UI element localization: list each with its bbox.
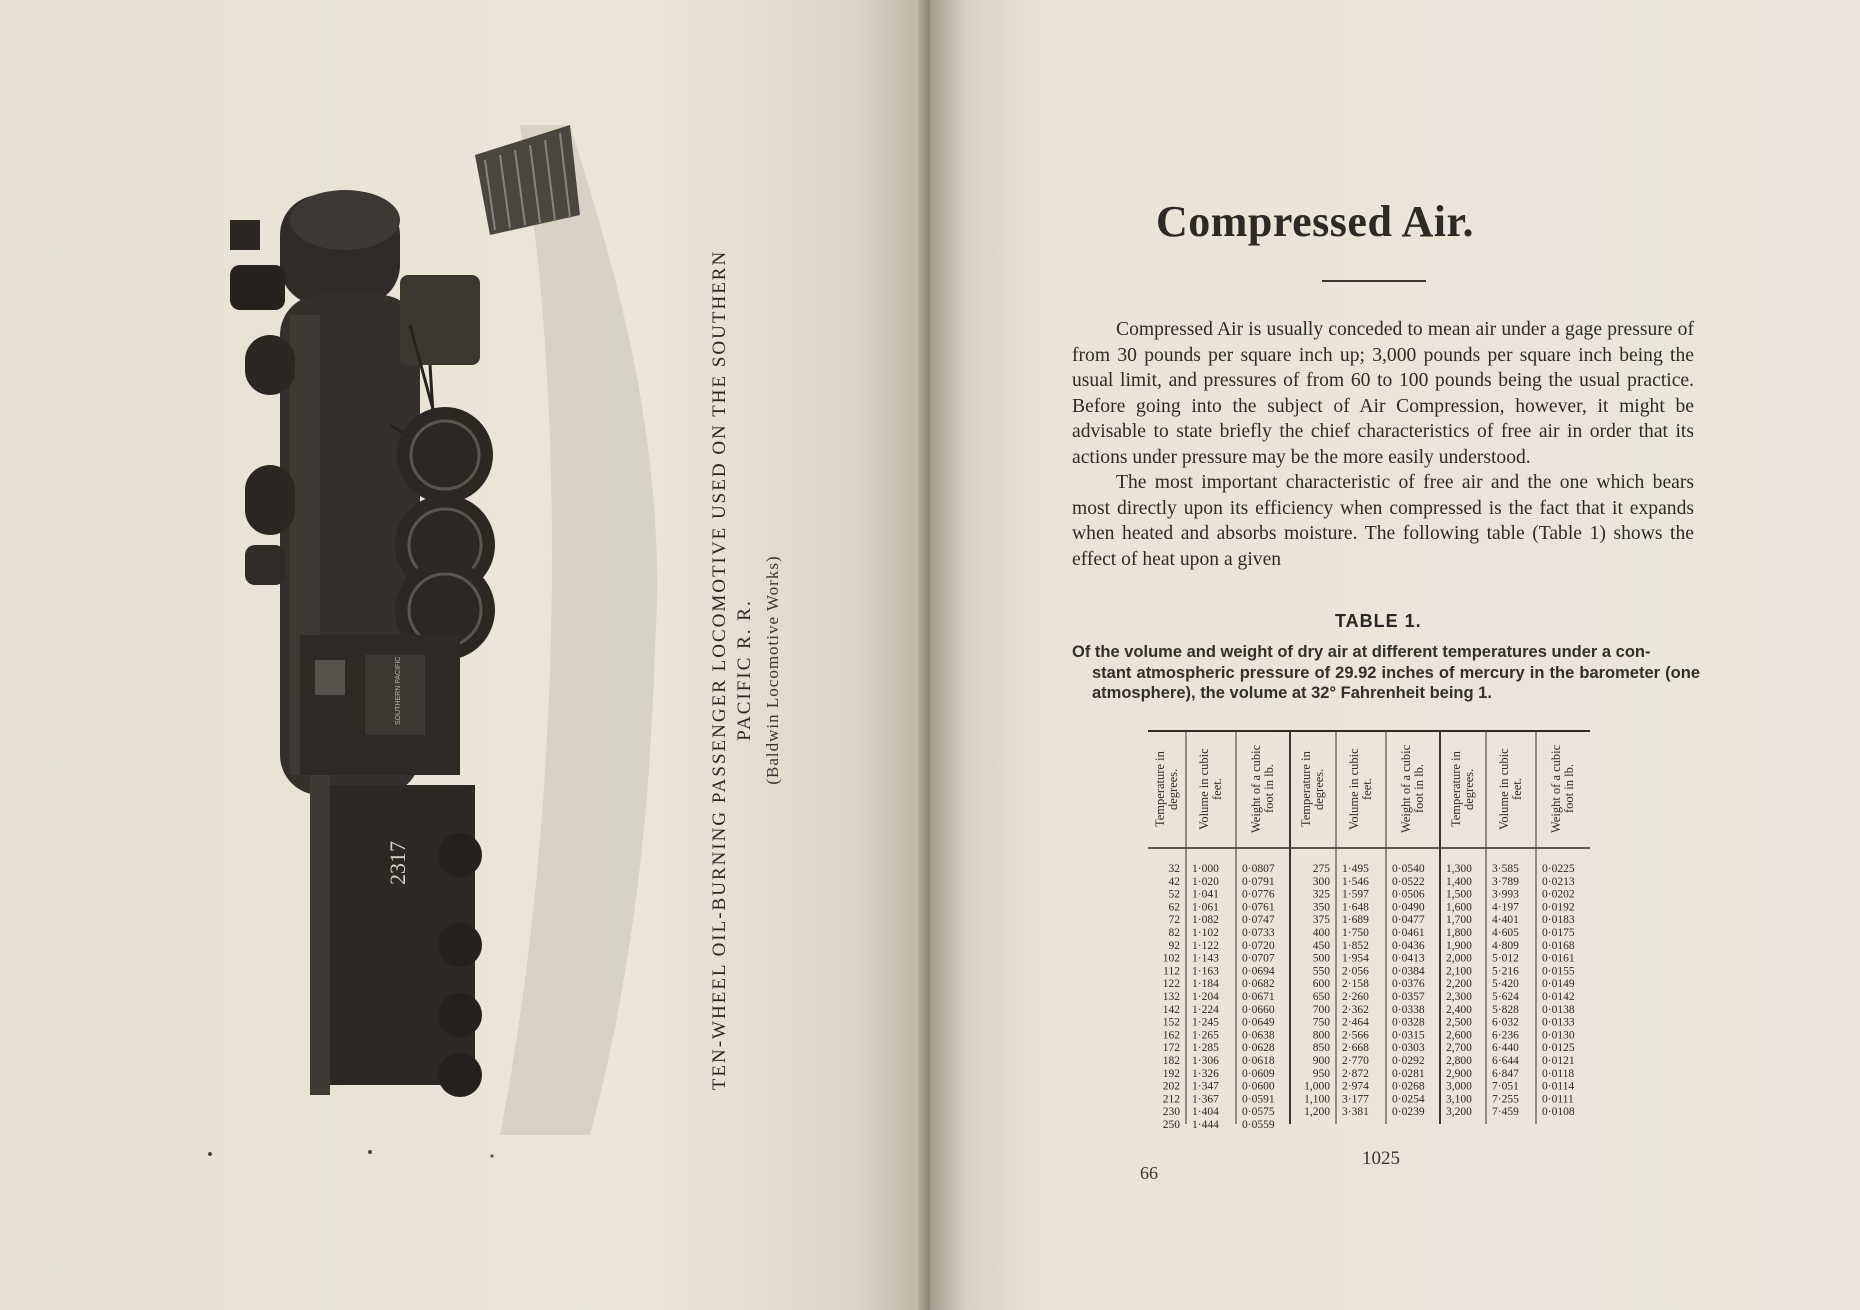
column-header-label: Volume in cubic feet. [1347,748,1374,830]
table-cell: 2·974 [1342,1080,1369,1093]
table-cell: 3·993 [1492,888,1519,901]
table-cell: 1,400 [1446,875,1472,888]
table-cell: 0·0192 [1542,901,1575,914]
column-header-label: Volume in cubic feet. [1497,748,1524,830]
table-cell: 0·0707 [1242,952,1275,965]
table-cell: 4·605 [1492,927,1519,939]
table-cell: 0·0649 [1242,1016,1275,1029]
table-cell: 0·0254 [1392,1093,1425,1106]
table-cell: 1·326 [1192,1067,1219,1080]
table-cell: 1·597 [1342,888,1369,901]
table-cell: 375 [1312,914,1330,927]
table-cell: 82 [1168,927,1180,939]
column-header [1186,734,1236,844]
table-cell: 32 [1168,863,1180,875]
table-cell: 0·0111 [1542,1093,1574,1106]
table-cell: 1·143 [1192,952,1219,965]
table-cell: 0·0747 [1242,914,1275,927]
table-cell: 1·852 [1342,939,1369,952]
table-cell: 2,700 [1446,1042,1472,1055]
table-cell: 212 [1162,1093,1180,1106]
table-cell: 0·0125 [1542,1042,1575,1055]
table-cell: 230 [1162,1106,1180,1119]
table-cell: 2·770 [1342,1055,1369,1067]
table-cell: 1,900 [1446,939,1472,952]
table-cell: 0·0133 [1542,1016,1575,1029]
table-cell: 0·0761 [1242,901,1275,914]
table-cell: 62 [1168,901,1180,914]
table-cell: 3,100 [1446,1093,1472,1106]
table-cell: 4·809 [1492,939,1519,952]
table-cell: 2·872 [1342,1067,1369,1080]
table-cell: 0·0522 [1392,875,1425,888]
column-header [1536,734,1590,844]
table-cell: 0·0168 [1542,939,1575,952]
table-cell: 0·0638 [1242,1029,1275,1042]
table-cell: 250 [1162,1119,1180,1131]
column-header-label: Temperature in degrees. [1449,751,1476,827]
table-cell: 3,200 [1446,1106,1472,1119]
table-cell: 1·245 [1192,1016,1219,1029]
table-cell: 1·954 [1342,952,1369,965]
column-header [1290,734,1336,844]
table-cell: 2,900 [1446,1067,1472,1080]
table-cell: 0·0575 [1242,1106,1275,1119]
table-cell: 5·624 [1492,991,1519,1003]
paragraph-1: Compressed Air is usually conceded to mean air under a gage pressure of from 30 pounds per square inch up; 3,000 pounds per square inch being the usual limit, and pressures of from 60 to 100 pounds being the usual practice. Before going into the subject of Air Compression, however, it might be advisable to state briefly the chief characteristics of free air in order that its actions under pressure may be the more easily understood. [1072,319,1694,468]
table-cell: 1·163 [1192,965,1219,978]
table-cell: 7·459 [1492,1106,1519,1119]
table-cell: 162 [1162,1029,1180,1042]
table-cell: 0·0138 [1542,1003,1575,1016]
table-cell: 700 [1312,1003,1330,1016]
table-cell: 1·689 [1342,914,1369,927]
table-cell: 0·0776 [1242,888,1275,901]
table-cell: 2·056 [1342,965,1369,978]
column-header [1486,734,1536,844]
table-cell: 0·0671 [1242,991,1275,1003]
table-cell: 3·585 [1492,863,1519,875]
column-header-text [1386,734,1440,844]
table-cell: 2,400 [1446,1003,1472,1016]
column-header-text [1236,734,1290,844]
table-cell: 0·0600 [1242,1080,1275,1093]
locomotive-photo [270,125,670,1135]
table-cell: 5·012 [1492,952,1519,965]
table-cell: 300 [1312,875,1330,888]
body-text [1072,317,1694,572]
column-header-label: Weight of a cubic foot in lb. [1249,744,1276,834]
table-cell: 1·404 [1192,1106,1219,1119]
table-cell: 1,100 [1304,1093,1330,1106]
table-cell: 750 [1312,1016,1330,1029]
table-cell: 0·0490 [1392,901,1425,914]
table-cell: 0·0338 [1392,1003,1425,1016]
table-cell: 2,300 [1446,991,1472,1003]
table-caption-rest: stant atmospheric pressure of 29.92 inches of mercury in the barometer (one atmosphere), the volume at 32° Fahrenheit being 1. [1092,663,1700,702]
table-cell: 1·444 [1192,1119,1219,1131]
table-cell: 1,000 [1304,1080,1330,1093]
table-cell: 0·0660 [1242,1003,1275,1016]
column-header [1236,734,1290,844]
table-cell: 2,200 [1446,978,1472,991]
table-cell: 5·420 [1492,978,1519,991]
column-header [1386,734,1440,844]
table-cell: 0·0376 [1392,978,1425,991]
table-cell: 3·381 [1342,1106,1369,1119]
table-cell: 112 [1163,965,1180,978]
table-cell: 2,100 [1446,965,1472,978]
table-cell: 0·0413 [1392,952,1425,965]
table-cell: 900 [1312,1055,1330,1067]
table-cell: 0·0506 [1392,888,1425,901]
table-cell: 1,700 [1446,914,1472,927]
table-cell: 850 [1312,1042,1330,1055]
table-cell: 6·847 [1492,1067,1519,1080]
table-cell: 3,000 [1446,1080,1472,1093]
table-cell: 1,500 [1446,888,1472,901]
column-header [1148,734,1186,844]
table-cell: 1·184 [1192,978,1219,991]
table-cell: 0·0315 [1392,1029,1425,1042]
table-cell: 0·0149 [1542,978,1575,991]
table-cell: 4·401 [1492,914,1519,927]
table-cell: 400 [1312,927,1330,939]
column-header-label: Temperature in degrees. [1299,751,1326,827]
table-cell: 0·0130 [1542,1029,1575,1042]
table-cell: 7·255 [1492,1093,1519,1106]
table-cell: 0·0733 [1242,927,1275,939]
table-cell: 6·644 [1492,1055,1519,1067]
table-cell: 0·0114 [1542,1080,1575,1093]
table-cell: 72 [1168,914,1180,927]
table-cell: 0·0155 [1542,965,1575,978]
table-cell: 950 [1312,1067,1330,1080]
table-cell: 550 [1312,965,1330,978]
caption-main: TEN-WHEEL OIL-BURNING PASSENGER LOCOMOTIVE USED ON THE SOUTHERN PACIFIC R. R. [709,249,755,1091]
table-cell: 1·020 [1192,875,1219,888]
table-cell: 1·495 [1342,863,1369,875]
table-cell: 450 [1312,939,1330,952]
table-cell: 5·828 [1492,1003,1519,1016]
table-cell: 0·0618 [1242,1055,1275,1067]
table-cell: 0·0303 [1392,1042,1425,1055]
table-cell: 0·0720 [1242,939,1275,952]
table-cell: 1·000 [1192,863,1219,875]
caption-credit: (Baldwin Locomotive Works) [763,555,782,785]
table-cell: 650 [1312,991,1330,1003]
table-cell: 0·0183 [1542,914,1575,927]
table-cell: 0·0384 [1392,965,1425,978]
column-header [1336,734,1386,844]
table-cell: 6·032 [1492,1016,1519,1029]
table-cell: 42 [1168,875,1180,888]
table-cell: 1,600 [1446,901,1472,914]
table-cell: 6·440 [1492,1042,1519,1055]
table-cell: 600 [1312,978,1330,991]
page-number-left: 66 [1140,1163,1158,1183]
table-cell: 1,300 [1446,863,1472,875]
table-cell: 2,000 [1446,952,1472,965]
table-cell: 2·362 [1342,1003,1369,1016]
table-cell: 1·082 [1192,914,1219,927]
table-cell: 0·0108 [1542,1106,1575,1119]
table-cell: 0·0436 [1392,939,1425,952]
table-cell: 102 [1162,952,1180,965]
table-cell: 2·566 [1342,1029,1369,1042]
table-cell: 2·158 [1342,978,1369,991]
table-cell: 0·0121 [1542,1055,1575,1067]
table-cell: 0·0213 [1542,875,1575,888]
table-cell: 1·306 [1192,1055,1219,1067]
table-cell: 0·0559 [1242,1119,1275,1131]
table-cell: 4·197 [1492,901,1519,914]
table-cell: 132 [1162,991,1180,1003]
table-cell: 0·0682 [1242,978,1275,991]
table-cell: 800 [1312,1029,1330,1042]
table-cell: 1,200 [1304,1106,1330,1119]
table-cell: 0·0609 [1242,1067,1275,1080]
column-header-text [1290,734,1336,844]
table-cell: 500 [1312,952,1330,965]
table-cell: 0·0791 [1242,875,1275,888]
table-cell: 92 [1168,939,1180,952]
table-cell: 1·224 [1192,1003,1219,1016]
table-cell: 1·285 [1192,1042,1219,1055]
table-cell: 0·0628 [1242,1042,1275,1055]
table-cell: 0·0540 [1392,863,1425,875]
table-cell: 0·0357 [1392,991,1425,1003]
table-cell: 275 [1312,863,1330,875]
air-volume-table [1148,730,1638,1131]
table-cell: 1·648 [1342,901,1369,914]
table-cell: 1·265 [1192,1029,1219,1042]
table-cell: 1,800 [1446,927,1472,939]
table-cell: 2·260 [1342,991,1369,1003]
table-cell: 122 [1162,978,1180,991]
column-header-label: Weight of a cubic foot in lb. [1549,744,1576,834]
table-cell: 5·216 [1492,965,1519,978]
table-cell: 2·464 [1342,1016,1369,1029]
table-cell: 2·668 [1342,1042,1369,1055]
page-title: Compressed Air. [1156,197,1474,246]
table-cell: 0·0268 [1392,1080,1425,1093]
table-cell: 6·236 [1492,1029,1519,1042]
table-cell: 2,600 [1446,1029,1472,1042]
table-cell: 0·0175 [1542,927,1575,939]
table-cell: 7·051 [1492,1080,1519,1093]
page-number-center: 1025 [1362,1148,1400,1169]
column-header [1440,734,1486,844]
table-cell: 202 [1162,1080,1180,1093]
table-cell: 1·367 [1192,1093,1219,1106]
table-cell: 0·0694 [1242,965,1275,978]
column-header-label: Weight of a cubic foot in lb. [1399,744,1426,834]
table-cell: 0·0477 [1392,914,1425,927]
table-cell: 142 [1162,1003,1180,1016]
table-cell: 152 [1162,1016,1180,1029]
print-specks [0,1148,930,1168]
table-cell: 2,800 [1446,1055,1472,1067]
column-header-label: Volume in cubic feet. [1197,748,1224,830]
table-cell: 1·041 [1192,888,1219,901]
table-heading: TABLE 1. [1335,611,1422,631]
table-cell: 0·0142 [1542,991,1575,1003]
table-cell: 325 [1312,888,1330,901]
column-header-text [1186,734,1236,844]
table-cell: 182 [1162,1055,1180,1067]
table-cell: 0·0281 [1392,1067,1425,1080]
table-cell: 0·0328 [1392,1016,1425,1029]
table-cell: 172 [1162,1042,1180,1055]
table-cell: 0·0225 [1542,863,1575,875]
table-cell: 52 [1168,888,1180,901]
paragraph-2: The most important characteristic of free air and the one which bears most directly upon its efficiency when compressed is the fact that it expands when heated and absorbs moisture. The following table (Table 1) shows the effect of heat upon a given [1072,472,1694,570]
column-header-label: Temperature in degrees. [1153,751,1180,827]
engine-number: 2317 [385,841,410,885]
table-cell: 2,500 [1446,1016,1472,1029]
table-cell: 1·102 [1192,927,1219,939]
table-cell: 1·204 [1192,991,1219,1003]
table-cell: 0·0202 [1542,888,1575,901]
column-header-text [1536,734,1590,844]
table-cell: 0·0161 [1542,952,1575,965]
table-caption-line1: Of the volume and weight of dry air at different temperatures under a con- [1072,643,1651,661]
table-cell: 0·0239 [1392,1106,1425,1119]
column-header-text [1336,734,1386,844]
table-caption [1072,642,1700,704]
table-cell: 350 [1312,901,1330,914]
table-cell: 3·177 [1342,1093,1369,1106]
table-cell: 1·750 [1342,927,1369,939]
table-cell: 192 [1162,1067,1180,1080]
table-cell: 0·0461 [1392,927,1425,939]
title-rule [1322,280,1426,282]
table-cell: 1·122 [1192,939,1219,952]
table-cell: 3·789 [1492,875,1519,888]
table-cell: 1·061 [1192,901,1219,914]
table-cell: 1·347 [1192,1080,1219,1093]
table-cell: 0·0292 [1392,1055,1425,1067]
table-cell: 1·546 [1342,875,1369,888]
table-cell: 0·0807 [1242,863,1275,875]
table-cell: 0·0118 [1542,1067,1575,1080]
table-cell: 0·0591 [1242,1093,1275,1106]
tender-lettering: SOUTHERN PACIFIC [395,656,402,725]
column-header-text [1486,734,1536,844]
column-header-text [1148,734,1186,844]
column-header-text [1440,734,1486,844]
